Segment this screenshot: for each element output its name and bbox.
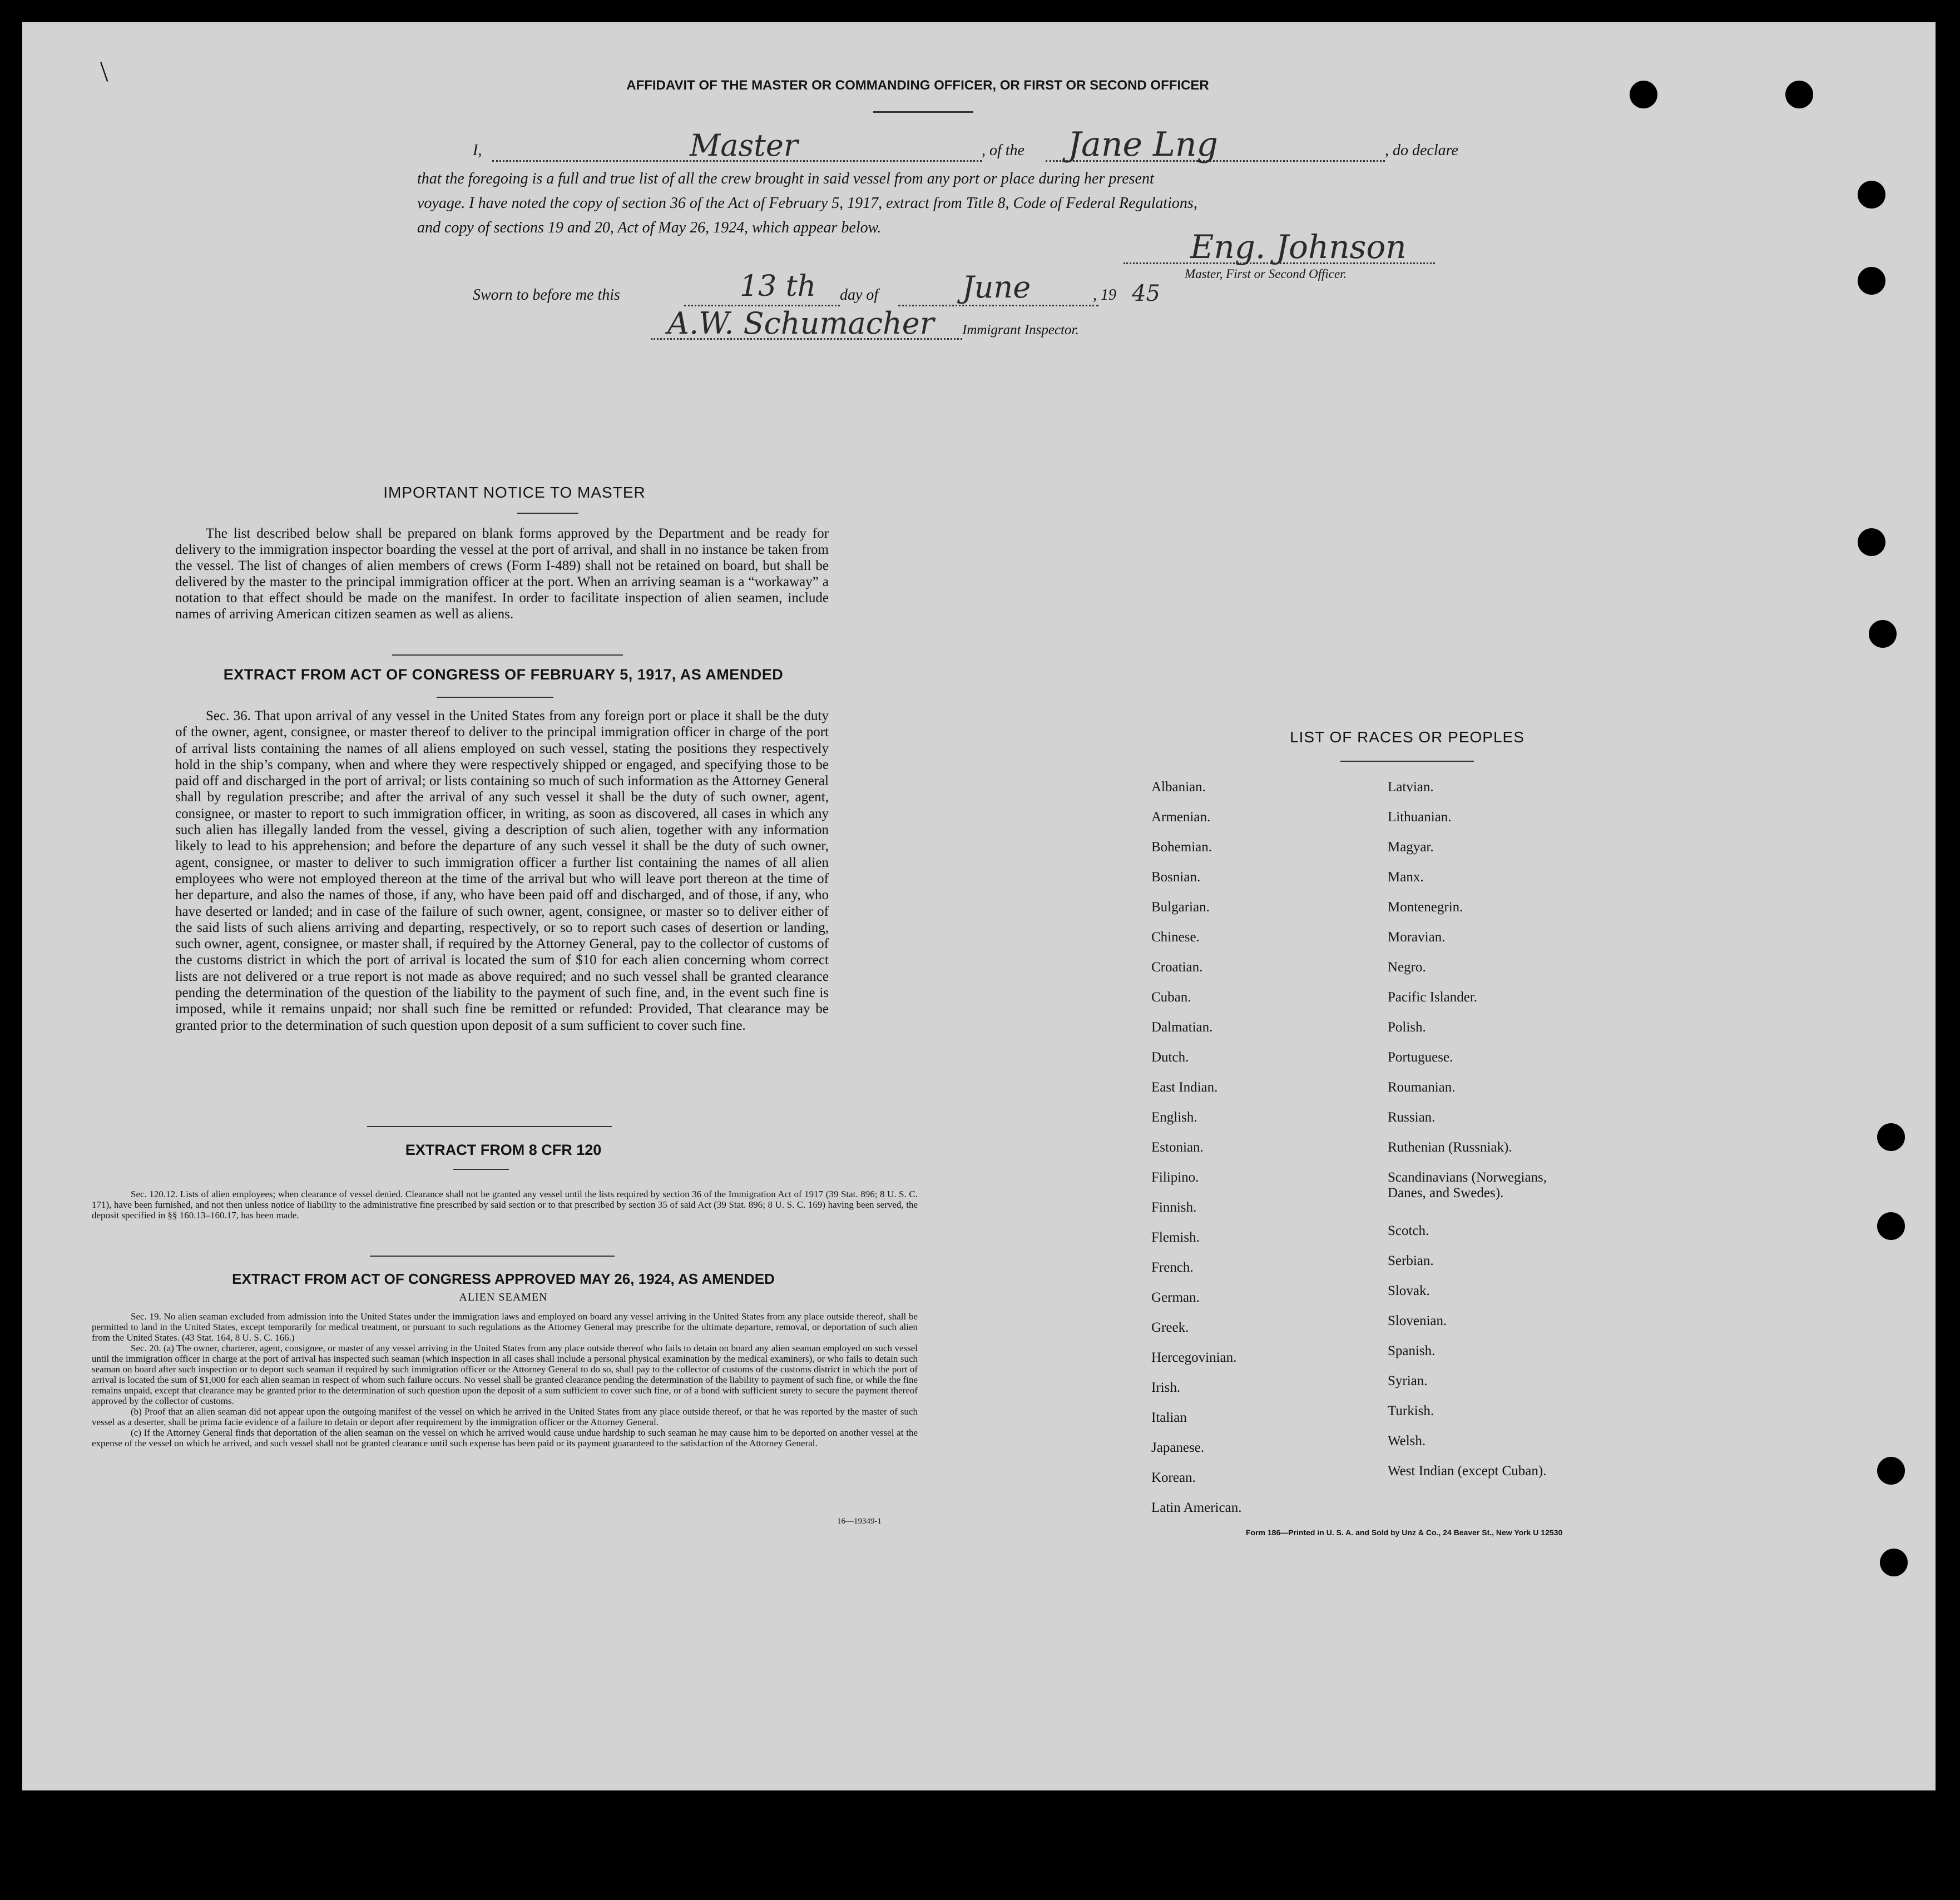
extract-1917-text: Sec. 36. That upon arrival of any vessel in the United States from any foreign port or place it shall be the duty of the owner, agent, consignee, or master thereof to deliver to the principal immigration officer in charge of the port of arrival lists containing the names of all aliens employed on such vessel, stating the positions they respectively hold in the ship’s company, when and where they were respectively shipped or engaged, and specifying those to be paid off and discharged in the port of arrival; or lists containing so much of such information as the Attorney General shall by regulation prescribe; and after the arrival of any such vessel it shall be the duty of such owner, agent, consignee, or master to report to such immigration officer, in writing, as soon as discovered, all cases in which any such alien has illegally landed from the vessel, giving a description of such alien, together with any information likely to lead to his apprehension; and before the departure of any such vessel it shall be the duty of such owner, agent, consignee, or master to deliver to such immigration officer a further list containing the names of all alien employees who were not employed thereon at the time of the arrival but who will leave port thereon at the time of her departure, and also the names of those, if any, who have been paid off and discharged, and of those, if any, who have deserted or landed; and in case of the failure of such owner, agent, consignee, or master so to deliver either of the said lists of such aliens arriving and departing, respectively, or so to report such cases of desertion or landing, such owner, agent, consignee, or master shall, if required by the Attorney General, pay to the collector of customs of the customs district in which the port of arrival is located the sum of $10 for each alien concerning whom correct lists are not delivered or a true report is not made as above required; and no such vessel shall be granted clearance pending the determination of the question of the liability to the payment of such fine, and, in the event such fine is imposed, while it remains unpaid; nor shall such fine be remitted or refunded: Provided, That clearance may be granted prior to the determination of such question upon deposit of a sum sufficient to cover such fine. bbox=[175, 708, 829, 1033]
divider bbox=[517, 513, 578, 514]
race-item: Dalmatian. bbox=[1151, 1020, 1213, 1035]
month-handwritten: June bbox=[962, 270, 1031, 305]
race-item: Croatian. bbox=[1151, 960, 1203, 975]
affidavit-i-label: I, bbox=[473, 142, 482, 159]
punch-hole bbox=[1858, 267, 1885, 295]
form-code: 16—19349-1 bbox=[837, 1517, 882, 1526]
race-item: Flemish. bbox=[1151, 1230, 1200, 1245]
race-item: Scotch. bbox=[1388, 1223, 1429, 1238]
race-item: Spanish. bbox=[1388, 1343, 1436, 1358]
notice-heading: IMPORTANT NOTICE TO MASTER bbox=[383, 484, 646, 501]
race-item: English. bbox=[1151, 1110, 1197, 1125]
race-item: Russian. bbox=[1388, 1110, 1436, 1125]
race-item: Polish. bbox=[1388, 1020, 1426, 1035]
punch-hole bbox=[1630, 81, 1657, 108]
race-item: Welsh. bbox=[1388, 1433, 1426, 1448]
sec20b-text: (b) Proof that an alien seaman did not appear upon the outgoing manifest of the vessel on which he arrived in the United States from any place outside thereof, or that he was reported by the master of such vessel as a deserter, shall be prima facie evidence of a failure to detain or deport after requirement by the immigration officer or the Attorney General. bbox=[92, 1406, 918, 1427]
printer-footer: Form 186—Printed in U. S. A. and Sold by Unz & Co., 24 Beaver St., New York U 12530 bbox=[1246, 1528, 1563, 1537]
race-item: West Indian (except Cuban). bbox=[1388, 1464, 1547, 1479]
race-item: French. bbox=[1151, 1260, 1194, 1275]
race-item: Korean. bbox=[1151, 1470, 1196, 1485]
race-item: Scandinavians (Norwegians, bbox=[1388, 1170, 1547, 1185]
race-item: Lithuanian. bbox=[1388, 810, 1452, 825]
race-item: Montenegrin. bbox=[1388, 900, 1463, 915]
affidavit-heading-wrap bbox=[22, 78, 1379, 93]
sec19-text: Sec. 19. No alien seaman excluded from admission into the United States under the immigration laws and employed on board any vessel arriving in the United States from any place outside thereof, shall be permitted to land in the United States, except temporarily for medical treatment, or pursuant to such regulations as the Attorney General may prescribe for the ultimate departure, removal, or deportation of such alien from the United States. (43 Stat. 164, 8 U. S. C. 166.) bbox=[92, 1311, 918, 1343]
punch-hole bbox=[1877, 1123, 1905, 1151]
alien-seamen-subheading: ALIEN SEAMEN bbox=[459, 1291, 548, 1303]
race-item: Cuban. bbox=[1151, 990, 1191, 1005]
punch-hole bbox=[1858, 528, 1885, 556]
sworn-label: Sworn to before me this bbox=[473, 286, 620, 304]
race-item: Latvian. bbox=[1388, 780, 1434, 795]
race-item: German. bbox=[1151, 1290, 1200, 1305]
signature-line bbox=[1123, 262, 1435, 264]
divider bbox=[437, 697, 553, 698]
master-signature: Eng. Johnson bbox=[1190, 228, 1407, 266]
do-declare-label: , do declare bbox=[1385, 142, 1458, 159]
sec20a-text: Sec. 20. (a) The owner, charterer, agent, consignee, or master of any vessel arriving in the United States from any place outside thereof who fails to detain on board any alien seaman employed on such vessel until the immigration officer in charge at the port of arrival has inspected such seaman (which inspection in all cases shall include a personal physical examination by the medical examiners), or who fails to detain such seaman on board after such inspection or to deport such seaman if required by such immigration officer or the Attorney General to do so, shall pay to the collector of customs of the customs district in which the port of arrival is located the sum of $1,000 for each alien seaman in respect of whom such failure occurs. No vessel shall be granted clearance pending the determination of the liability to payment of such fine, or while the fine remains unpaid, except that clearance may be granted prior to the determination of such question upon the deposit of a sum sufficient to cover such fine, or of a bond with sufficient surety to secure the payment thereof approved by the collector of customs. bbox=[92, 1343, 918, 1406]
punch-hole bbox=[1877, 1457, 1905, 1485]
race-item: Magyar. bbox=[1388, 840, 1434, 855]
race-item: Japanese. bbox=[1151, 1440, 1205, 1455]
race-item: Italian bbox=[1151, 1410, 1187, 1425]
punch-hole bbox=[1785, 81, 1813, 108]
cfr-heading: EXTRACT FROM 8 CFR 120 bbox=[405, 1142, 602, 1158]
punch-hole bbox=[1880, 1549, 1908, 1576]
cfr-text: Sec. 120.12. Lists of alien employees; when clearance of vessel denied. Clearance shall not be granted any vessel until the lists required by section 36 of the Immigration Act of 1917 (39 Stat. 896; 8 U. S. C. 171), have been furnished, and not then unless notice of liability to the administrative fine prescribed by said section or to that prescribed by section 35 of said Act (39 Stat. 896; 8 U. S. C. 169) having been served, the deposit specified in §§ 160.13–160.17, has been made. bbox=[92, 1189, 918, 1221]
race-item: Armenian. bbox=[1151, 810, 1211, 825]
extract-1917-heading: EXTRACT FROM ACT OF CONGRESS OF FEBRUARY 5, 1917, AS AMENDED bbox=[223, 666, 784, 683]
vessel-handwritten: Jane Lng bbox=[1068, 125, 1218, 164]
race-item: Moravian. bbox=[1388, 930, 1446, 945]
race-item: Bohemian. bbox=[1151, 840, 1212, 855]
punch-hole bbox=[1869, 620, 1897, 648]
notice-text: The list described below shall be prepared on blank forms approved by the Department and be ready for delivery to the immigration inspector boarding the vessel at the port of arrival, and shall in no instance be taken from the vessel. The list of changes of alien members of crews (Form I-489) shall not be retained on board, but shall be delivered by the master to the principal immigration officer at the port. When an arriving seaman is a “workaway” a notation to that effect should be made on the manifest. In order to facilitate inspection of alien seamen, include names of arriving American citizen seamen as well as aliens. bbox=[175, 526, 829, 622]
divider bbox=[367, 1126, 612, 1127]
race-item: Dutch. bbox=[1151, 1050, 1189, 1065]
race-item: Bosnian. bbox=[1151, 870, 1201, 885]
race-item: Hercegovinian. bbox=[1151, 1350, 1237, 1365]
race-item: Syrian. bbox=[1388, 1373, 1428, 1388]
punch-hole bbox=[1877, 1212, 1905, 1240]
race-item: Filipino. bbox=[1151, 1170, 1199, 1185]
race-item: Negro. bbox=[1388, 960, 1426, 975]
races-heading: LIST OF RACES OR PEOPLES bbox=[1290, 728, 1525, 746]
races-right-column bbox=[1388, 780, 1733, 1494]
race-item: Serbian. bbox=[1388, 1253, 1434, 1268]
signature-caption: Master, First or Second Officer. bbox=[1185, 267, 1347, 281]
race-item: Estonian. bbox=[1151, 1140, 1204, 1155]
race-item: Finnish. bbox=[1151, 1200, 1197, 1215]
of-the-label: , of the bbox=[982, 142, 1024, 159]
corner-mark: \ bbox=[100, 56, 108, 88]
extract-1924-body bbox=[92, 1311, 918, 1448]
race-item: Turkish. bbox=[1388, 1403, 1434, 1418]
punch-hole bbox=[1858, 181, 1885, 209]
sec20c-text: (c) If the Attorney General finds that deportation of the alien seaman on the vessel on which he arrived would cause undue hardship to such seaman he may cause him to be deported on another vessel at the expense of the vessel on which he arrived, and such vessel shall not be granted clearance until such expense has been paid or its payment guaranteed to the satisfaction of the Attorney General. bbox=[92, 1427, 918, 1448]
divider bbox=[392, 654, 623, 656]
divider bbox=[873, 111, 973, 113]
divider bbox=[1340, 761, 1474, 762]
year-prefix: , 19 bbox=[1093, 286, 1116, 304]
affidavit-line-1: that the foregoing is a full and true list of all the crew brought in said vessel from any port or place during her present bbox=[417, 170, 1154, 187]
inspector-caption: Immigrant Inspector. bbox=[962, 323, 1079, 338]
extract-1924-heading: EXTRACT FROM ACT OF CONGRESS APPROVED MAY 26, 1924, AS AMENDED bbox=[232, 1271, 775, 1287]
divider bbox=[370, 1256, 615, 1257]
race-item: Irish. bbox=[1151, 1380, 1181, 1395]
race-item: Greek. bbox=[1151, 1320, 1189, 1335]
race-item: Slovenian. bbox=[1388, 1313, 1447, 1328]
day-of-label: day of bbox=[840, 286, 879, 304]
race-item: Slovak. bbox=[1388, 1283, 1430, 1298]
race-item: Pacific Islander. bbox=[1388, 990, 1478, 1005]
race-item: Latin American. bbox=[1151, 1500, 1242, 1515]
race-item: Danes, and Swedes). bbox=[1388, 1185, 1504, 1200]
year-handwritten: 45 bbox=[1132, 281, 1160, 306]
race-item: Manx. bbox=[1388, 870, 1424, 885]
master-handwritten: Master bbox=[690, 128, 798, 163]
affidavit-heading: AFFIDAVIT OF THE MASTER OR COMMANDING OFFICER, OR FIRST OR SECOND OFFICER bbox=[626, 78, 1209, 93]
race-item: East Indian. bbox=[1151, 1080, 1218, 1095]
race-item: Bulgarian. bbox=[1151, 900, 1210, 915]
race-item: Ruthenian (Russniak). bbox=[1388, 1140, 1512, 1155]
day-handwritten: 13 th bbox=[740, 270, 816, 303]
document-page bbox=[22, 22, 1936, 1790]
affidavit-line-2: voyage. I have noted the copy of section 36 of the Act of February 5, 1917, extract from Title 8, Code of Federal Regulations, bbox=[417, 195, 1197, 212]
race-item: Albanian. bbox=[1151, 780, 1206, 795]
race-item: Chinese. bbox=[1151, 930, 1200, 945]
inspector-signature: A.W. Schumacher bbox=[667, 306, 934, 341]
races-left-column bbox=[1151, 780, 1374, 1530]
race-item: Portuguese. bbox=[1388, 1050, 1453, 1065]
affidavit-line-3: and copy of sections 19 and 20, Act of May 26, 1924, which appear below. bbox=[417, 219, 882, 236]
divider bbox=[453, 1169, 509, 1170]
race-item: Roumanian. bbox=[1388, 1080, 1456, 1095]
